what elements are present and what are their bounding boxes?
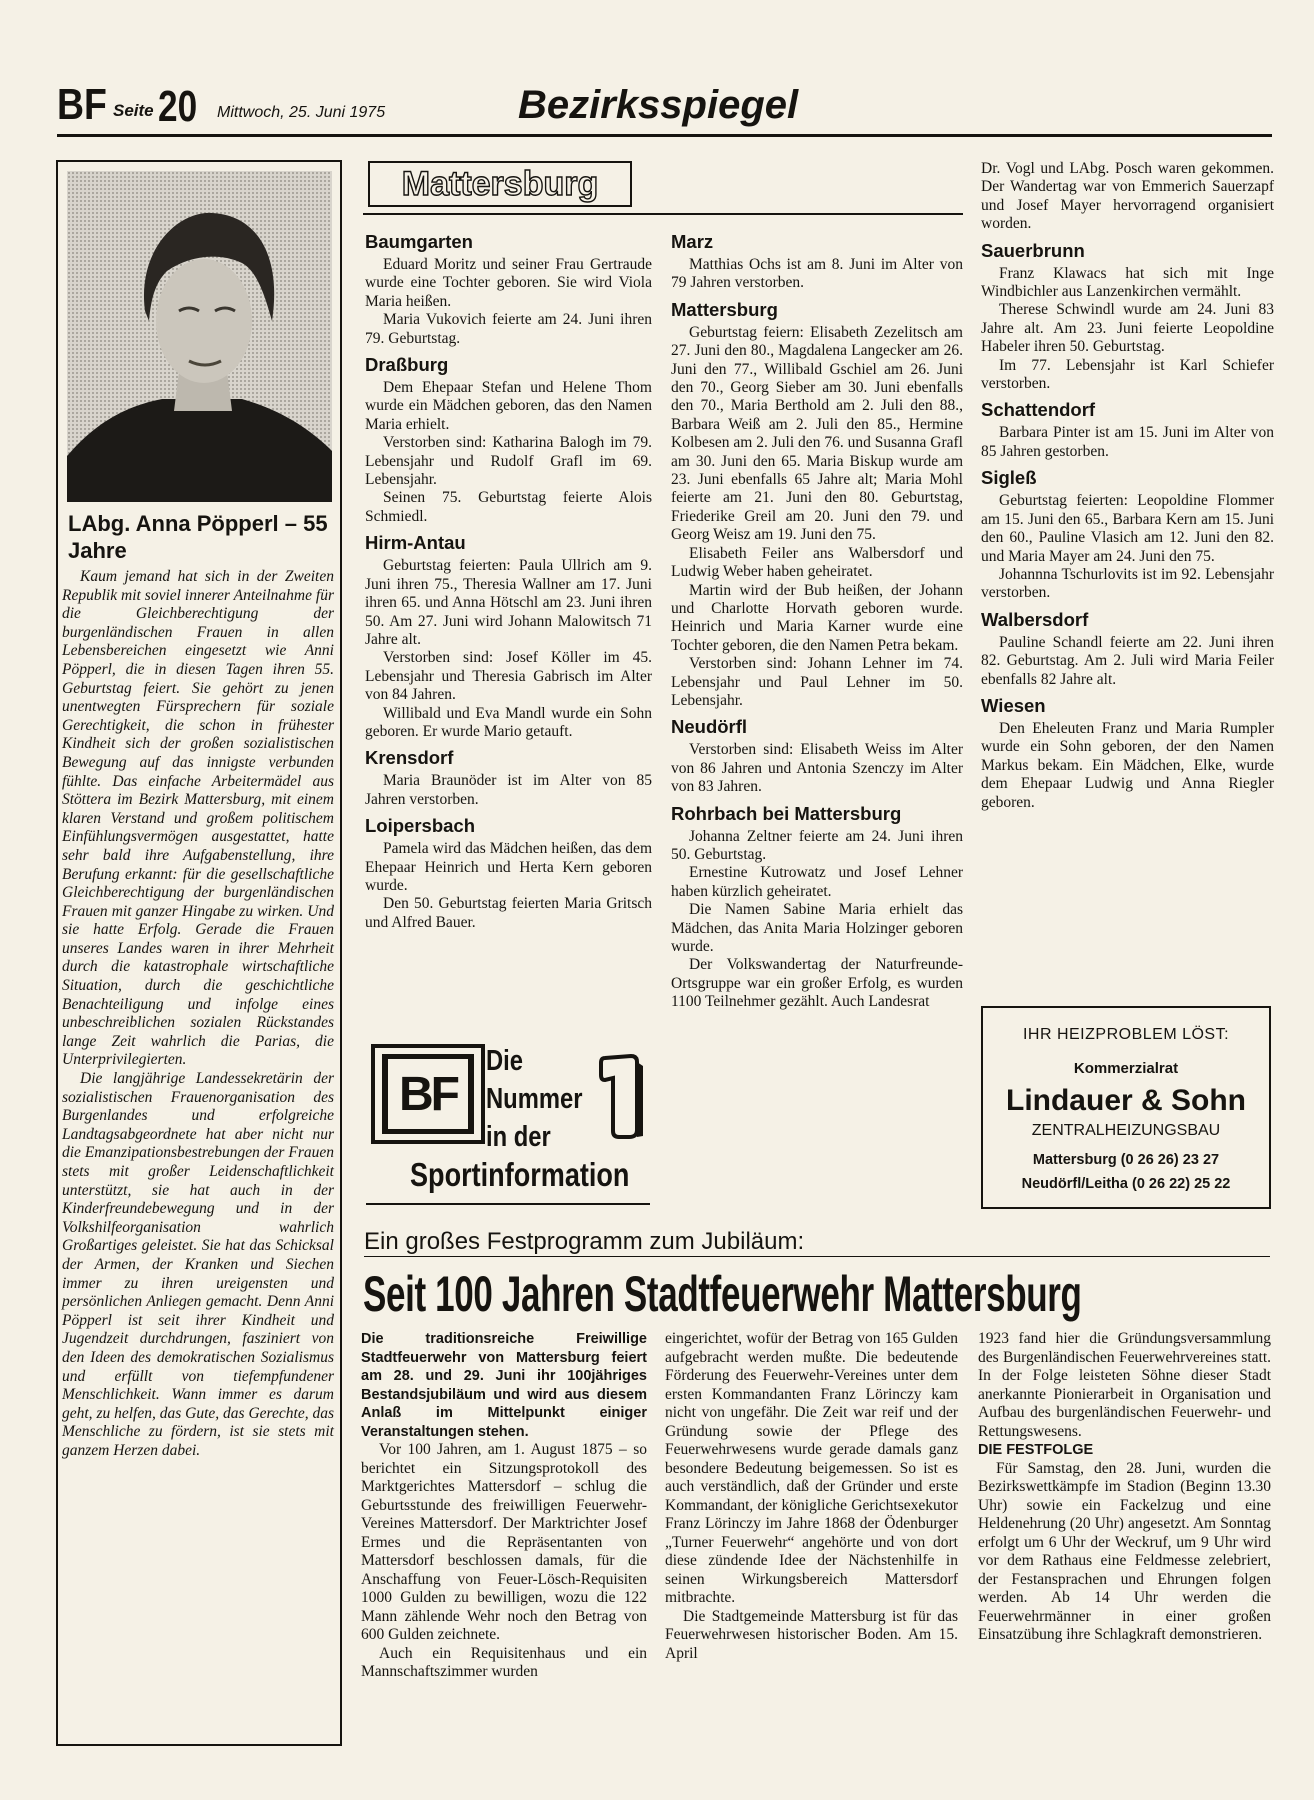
- bf-ad-logo-frame: [371, 1044, 485, 1144]
- news-item: Geburtstag feierten: Leopoldine Flommer am 15. Juni den 65., Barbara Kern am 15. Juni den 60., Pauline Vlasich am 12. Juni den 82. und Maria Mayer am 24. Juni den 75.: [981, 492, 1274, 565]
- news-item: Willibald und Eva Mandl wurde ein Sohn geboren. Er wurde Mario getauft.: [365, 704, 652, 740]
- news-item: Martin wird der Bub heißen, der Johann und Charlotte Horvath geboren wurde. Heinrich und Maria Karner wurde eine Tochter geboren, die den Namen Petra bekam.: [671, 581, 963, 654]
- news-item: Franz Klawacs hat sich mit Inge Windbichler aus Lanzenkirchen vermählt.: [981, 264, 1274, 301]
- bf-ad-logo: BF: [388, 1059, 468, 1129]
- heating-ad-line: ZENTRALHEIZUNGSBAU: [1031, 1122, 1221, 1139]
- article-paragraph: Auch ein Requisitenhaus und ein Mannschaftszimmer wurden: [361, 1644, 647, 1680]
- festfolge-heading: DIE FESTFOLGE: [978, 1442, 1094, 1458]
- bf-ad-line: Nummer: [486, 1083, 583, 1115]
- portrait-photo: [67, 171, 332, 502]
- town-heading: Baumgarten: [365, 231, 473, 252]
- news-column-a: [365, 231, 652, 932]
- page-label: Seite: [113, 101, 154, 120]
- news-item: Der Volkswandertag der Naturfreunde-Ortsgruppe war ein großer Erfolg, es wurden 1100 Teilnehmer gezählt. Auch Landesrat: [671, 956, 963, 1011]
- news-item: Geburtstag feierten: Paula Ullrich am 9. Juni ihren 75., Theresia Wallner am 17. Juni ihren 65. und Anna Hötschl am 23. Juni ihren 50. Am 27. Juni wird Johann Malowitsch 71 Jahre alt.: [365, 557, 652, 648]
- town-heading: Wiesen: [981, 694, 1046, 716]
- bf-ad-logo-inner: [382, 1054, 474, 1134]
- article-paragraph: Die Stadtgemeinde Mattersburg ist für das Feuerwehrwesen historischer Boden. Am 15. April: [665, 1607, 958, 1662]
- news-item: Verstorben sind: Katharina Balogh im 79. Lebensjahr und Rudolf Grafl im 69. Lebensjahr.: [365, 434, 652, 489]
- news-item: Eduard Moritz und seiner Frau Gertraude wurde eine Tochter geboren. Sie wird Viola Maria heißen.: [365, 256, 652, 310]
- town-heading: Mattersburg: [671, 298, 778, 320]
- mattersburg-rule: [363, 213, 963, 215]
- profile-paragraph: Die langjährige Landessekretärin der sozialistischen Frauenorganisation des Burgenlandes und erfolgreiche Landtagsabgeordnete hat aber nicht nur die Emanzipationsbestrebungen der Frauen stets mit großer Leidenschaftlichkeit unterstützt, sie hat auch in der Kinderfreundebewegung und in der Volkshilfeorganisation wahrlich Großartiges geleistet. Sie hat das Schicksal der Armen, der Kranken und Siechen immer zu ihren ureigensten und persönlichen Anliegen gemacht. Denn Anni Pöpperl ist seit ihrer Kindheit und Jugendzeit durchdrungen, fasziniert von den Ideen des demokratischen Sozialismus und erfüllt von tiefempfundener Menschlichkeit. Wann immer es darum geht, zu helfen, das Gute, das Gerechte, das Menschliche zu fördern, ist sie stets mit ganzem Herzen dabei.: [62, 1070, 334, 1459]
- bf-ad-line: in der: [486, 1121, 551, 1153]
- heating-ad-phone: Mattersburg (0 26 26) 23 27: [1032, 1152, 1220, 1168]
- town-heading: Rohrbach bei Mattersburg: [671, 802, 902, 824]
- news-item: Maria Braunöder ist im Alter von 85 Jahren verstorben.: [365, 772, 652, 808]
- news-item: Verstorben sind: Josef Köller im 45. Lebensjahr und Theresia Gabrisch im Alter von 84 Jahren.: [365, 649, 652, 704]
- town-heading: Schattendorf: [981, 399, 1096, 421]
- news-item: Therese Schwindl wurde am 24. Juni 83 Jahre alt. Am 23. Juni feierte Leopoldine Habeler ihren 50. Geburtstag.: [981, 301, 1274, 356]
- news-column-c: [981, 160, 1274, 812]
- news-item: Barbara Pinter ist am 15. Juni im Alter von 85 Jahren gestorben.: [981, 424, 1274, 460]
- mattersburg-banner: Mattersburg: [368, 161, 632, 207]
- news-item: Johannna Tschurlovits ist im 92. Lebensjahr verstorben.: [981, 565, 1274, 602]
- heating-ad-company: Lindauer & Sohn: [1006, 1084, 1246, 1117]
- news-item: Verstorben sind: Johann Lehner im 74. Lebensjahr und Paul Lehner im 50. Lebensjahr.: [671, 655, 963, 709]
- bf-ad-line: Die: [486, 1045, 524, 1077]
- profile-paragraph: Kaum jemand hat sich in der Zweiten Republik mit soviel innerer Anteilnahme für die Gleichberechtigung der burgenländischen Frauen in allen Lebensbereichen eingesetzt wie Anni Pöpperl, die in diesen Tagen ihren 55. Geburtstag feiert. Sie gehört zu jenen unentwegten Fürsprechern für soziale Gerechtigkeit, die schon in frühester Kindheit sich der großen sozialistischen Bewegung auf das innigste verbunden fühlte. Das einfache Arbeitermädel aus Stöttera im Bezirk Mattersburg, mit einem klaren Verstand und großem politischem Einfühlungsvermögen ausgestattet, hatte sehr bald ihre Aufgabenstellung, ihre Berufung erkannt: für die gesellschaftliche Gleichberechtigung der burgenländischen Frauen mit ganzer Hingabe zu wirken. Und sie hatte Erfolg. Gerade die Frauen unseres Landes waren in ihrer Mehrheit durch die katastrophale wirtschaftliche Situation, durch die geschichtliche Benachteiligung und infolge eines unbeschreiblichen sozialen Rückstandes lange Zeit wahrlich die Parias, die Unterprivilegierten.: [62, 568, 334, 1069]
- news-item: Dr. Vogl und LAbg. Posch waren gekommen. Der Wandertag war von Emmerich Sauerzapf und Josef Mayer hervorragend organisiert worden.: [981, 160, 1274, 233]
- article-lead: Die traditionsreiche Freiwillige Stadtfeuerwehr von Mattersburg feiert am 28. und 29. Juni ihr 100jähriges Bestandsjubiläum und wird aus diesem Anlaß im Mittelpunkt einiger Veranstaltungen stehen.: [361, 1331, 647, 1440]
- article-paragraph: 1923 fand hier die Gründungsversammlung des Burgenländischen Feuerwehrvereines statt. In der Folge leisteten Söhne dieser Stadt anerkannte Pionierarbeit in Organisation und Aufbau des burgenländischen Feuerwehr- und Rettungswesens.: [978, 1330, 1271, 1440]
- town-heading: Draßburg: [365, 354, 449, 376]
- article-paragraph: Für Samstag, den 28. Juni, wurden die Bezirkswettkämpfe im Stadion (Beginn 13.30 Uhr) sowie ein Fackelzug und eine Heldenehrung (20 Uhr) angesetzt. Am Sonntag erfolgt um 6 Uhr der Weckruf, um 9 Uhr wird vor dem Rathaus eine Feldmesse zelebriert, der Festansprachen und Ehrungen folgen werden. Ab 14 Uhr werden die Feuerwehrmänner in einer großen Einsatzübung ihre Schlagkraft demonstrieren.: [978, 1459, 1271, 1643]
- heating-ad-line: IHR HEIZPROBLEM LÖST:: [1022, 1026, 1230, 1043]
- profile-title: LAbg. Anna Pöpperl – 55 Jahre: [68, 511, 328, 563]
- town-heading: Walbersdorf: [981, 608, 1089, 630]
- masthead-rule: [57, 134, 1272, 137]
- bf-ad-rule: [366, 1203, 650, 1205]
- town-heading: Marz: [671, 231, 714, 252]
- section-title: Bezirksspiegel: [518, 83, 799, 127]
- article-paragraph: Vor 100 Jahren, am 1. August 1875 – so berichtet ein Sitzungsprotokoll des Marktgerichtes Mattersdorf – schlug die Geburtsstunde des freiwilligen Feuerwehr-Vereines Mattersdorf. Der Marktrichter Josef Ermes und die Repräsentanten von Mattersdorf beschlossen damals, für die Anschaffung von Feuer-Lösch-Requisiten 1000 Gulden zu bewilligen, wozu die 122 Mann zählende Wehr noch den Betrag von 600 Gulden zeichnete.: [361, 1441, 647, 1643]
- heating-ad-phone: Neudörfl/Leitha (0 26 22) 25 22: [1021, 1176, 1231, 1192]
- article-paragraph: eingerichtet, wofür der Betrag von 165 Gulden aufgebracht werden mußte. Die bedeutende Förderung des Feuerwehr-Vereines unter dem ersten Kommandanten Franz Lörinczy kam nicht von ungefähr. Die Zeit war reif und der Gründung sowie der Pflege des Feuerwehrwesens wurde gerade damals ganz besondere Bedeutung beigemessen. So ist es auch verständlich, daß der Gründer und erste Kommandant, der königliche Gerichtsexekutor Franz Lörinczy im Jahre 1868 der Ödenburger „Turner Feuerwehr“ angehörte und von dort diese zündende Idee der Nächstenhilfe in seinen Wirkungsbereich Mattersdorf mitbrachte.: [665, 1330, 958, 1606]
- town-heading: Krensdorf: [365, 747, 454, 769]
- town-heading: Sigleß: [981, 467, 1037, 489]
- news-item: Den Eheleuten Franz und Maria Rumpler wurde ein Sohn geboren, der den Namen Markus bekam. Ein Mädchen, Elke, wurde dem Ehepaar Ludwig und Anna Riegler geboren.: [981, 719, 1274, 811]
- article-kicker: Ein großes Festprogramm zum Jubiläum:: [364, 1228, 805, 1255]
- heating-ad: [981, 1006, 1271, 1209]
- profile-body: [62, 568, 334, 1461]
- town-heading: Loipersbach: [365, 815, 475, 837]
- page-number: 20: [158, 82, 198, 131]
- news-item: Ernestine Kutrowatz und Josef Lehner haben kürzlich geheiratet.: [671, 864, 963, 900]
- news-item: Im 77. Lebensjahr ist Karl Schiefer verstorben.: [981, 356, 1274, 393]
- article-column-b: [665, 1330, 958, 1663]
- news-item: Den 50. Geburtstag feierten Maria Gritsch und Alfred Bauer.: [365, 895, 652, 931]
- bf-ad-line: Sportinformation: [410, 1156, 630, 1193]
- paper-logo: BF: [57, 80, 107, 129]
- town-heading: Neudörfl: [671, 716, 748, 738]
- news-item: Elisabeth Feiler ans Walbersdorf und Ludwig Weber haben geheiratet.: [671, 544, 963, 581]
- town-heading: Hirm-Antau: [365, 532, 466, 554]
- article-column-c: [978, 1330, 1271, 1645]
- news-item: Pauline Schandl feierte am 22. Juni ihren 82. Geburtstag. Am 2. Juli wird Maria Feiler ebenfalls 82 Jahre alt.: [981, 633, 1274, 688]
- issue-date: Mittwoch, 25. Juni 1975: [217, 104, 386, 121]
- news-item: Verstorben sind: Elisabeth Weiss im Alter von 86 Jahren und Antonia Szenczy im Alter von 83 Jahren.: [671, 741, 963, 796]
- news-column-b: [671, 231, 963, 1012]
- news-item: Die Namen Sabine Maria erhielt das Mädchen, das Anita Maria Holzinger geboren wurde.: [671, 901, 963, 955]
- town-heading: Sauerbrunn: [981, 239, 1085, 261]
- news-item: Geburtstag feiern: Elisabeth Zezelitsch am 27. Juni den 80., Magdalena Langecker am 26. Juni den 77., Willibald Gschiel am 26. Juni den 70., Georg Sieber am 30. Juni ebenfalls den 70., Maria Berthold am 2. Juli den 88., Barbara Weiß am 2. Juli den 85., Hermine Kolbesen am 2. Juli den 76. und Susanna Grafl am 30. Juni den 65. Maria Biskup wurde am 23. Juni ebenfalls 65 Jahre alt; Maria Mohl feierte am 21. Juni den 80. Geburtstag, Friederike Greil am 20. Juni den 79. und Georg Weisz am 19. Juni den 75.: [671, 323, 963, 544]
- heating-ad-line: Kommerzialrat: [1073, 1060, 1179, 1077]
- kicker-rule: [364, 1256, 1270, 1257]
- news-item: Johanna Zeltner feierte am 24. Juni ihren 50. Geburtstag.: [671, 827, 963, 863]
- article-headline: Seit 100 Jahren Stadtfeuerwehr Mattersburg: [363, 1266, 1082, 1322]
- news-item: Pamela wird das Mädchen heißen, das dem Ehepaar Heinrich und Herta Kern geboren wurde.: [365, 840, 652, 894]
- article-column-a: [361, 1330, 647, 1682]
- news-item: Dem Ehepaar Stefan und Helene Thom wurde ein Mädchen geboren, das den Namen Maria erhielt.: [365, 379, 652, 433]
- number-one-icon: [597, 1052, 647, 1140]
- news-item: Matthias Ochs ist am 8. Juni im Alter von 79 Jahren verstorben.: [671, 256, 963, 292]
- news-item: Maria Vukovich feierte am 24. Juni ihren 79. Geburtstag.: [365, 311, 652, 347]
- news-item: Seinen 75. Geburtstag feierte Alois Schmiedl.: [365, 489, 652, 525]
